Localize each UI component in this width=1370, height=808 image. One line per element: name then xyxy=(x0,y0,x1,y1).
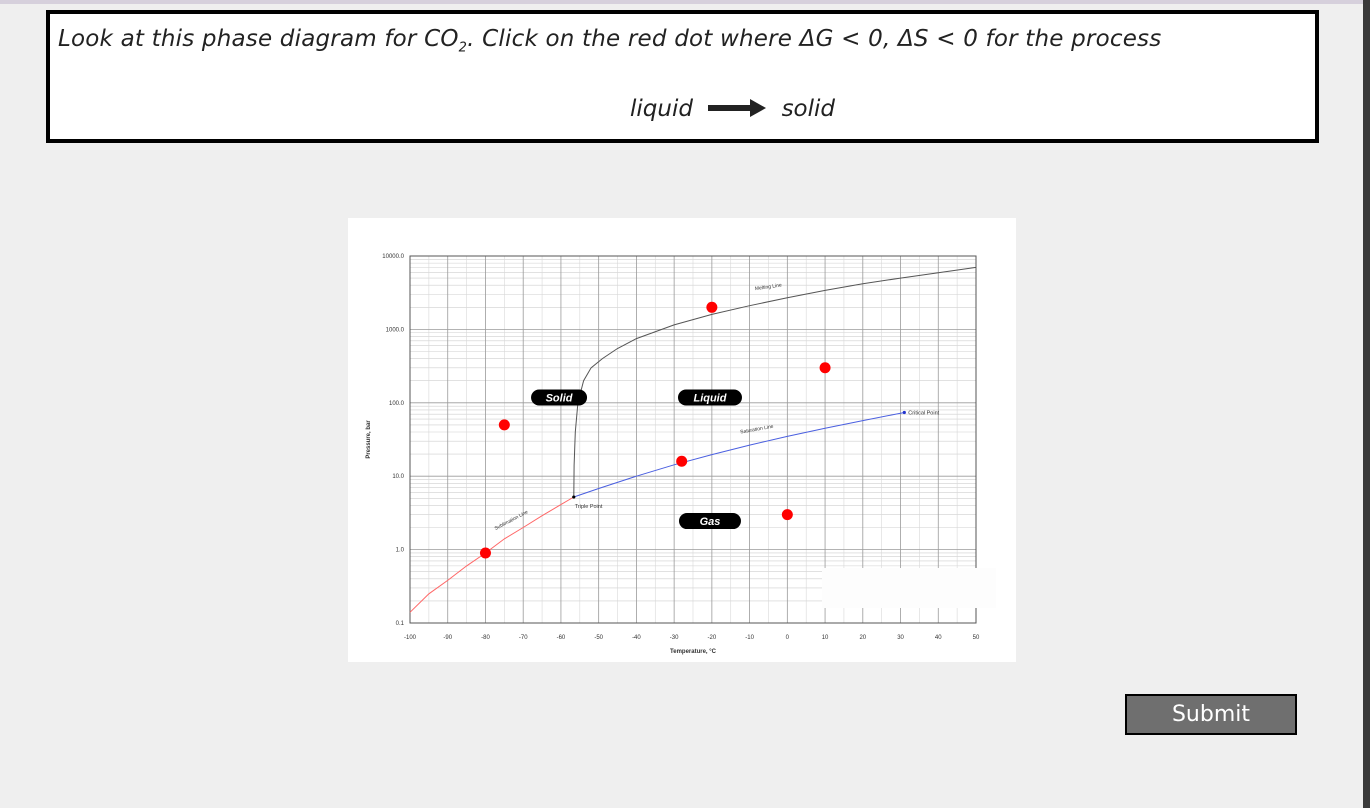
series-label: Sublimation Line xyxy=(493,509,530,532)
x-tick-label: -100 xyxy=(403,635,417,641)
x-tick-label: -60 xyxy=(556,635,566,641)
x-tick-label: -20 xyxy=(707,635,717,641)
x-tick-label: -70 xyxy=(518,635,528,641)
series-label: Saturation Line xyxy=(739,423,775,436)
y-tick-label: 0.1 xyxy=(395,621,404,627)
answer-dot-5[interactable] xyxy=(782,509,793,520)
blank-patch xyxy=(822,568,996,608)
region-label-solid xyxy=(531,390,587,406)
question-suffix: . Click on the red dot where ΔG < 0, ΔS < 0 for the process xyxy=(467,26,1162,52)
x-tick-label: -90 xyxy=(443,635,453,641)
x-tick-label: -80 xyxy=(481,635,490,641)
submit-button[interactable]: Submit xyxy=(1125,694,1297,735)
x-tick-label: 10 xyxy=(821,635,829,641)
phase-diagram xyxy=(348,218,1016,662)
question-prefix: Look at this phase diagram for CO xyxy=(58,26,459,52)
x-axis-label: Temperature, °C xyxy=(670,649,716,655)
x-tick-label: 30 xyxy=(897,635,904,641)
y-tick-label: 100.0 xyxy=(388,400,404,407)
answer-dot-2[interactable] xyxy=(820,362,831,373)
region-label-liquid xyxy=(678,390,742,406)
question-text xyxy=(58,26,1161,56)
y-tick-label: 1000.0 xyxy=(385,327,404,334)
y-tick-label: 1.0 xyxy=(395,547,404,554)
answer-dot-6[interactable] xyxy=(480,547,491,558)
x-tick-label: 50 xyxy=(972,635,980,641)
question-subscript: 2 xyxy=(458,40,468,56)
x-tick-label: 20 xyxy=(859,635,867,641)
question-box xyxy=(46,10,1319,143)
x-tick-label: -50 xyxy=(594,635,604,641)
process-to: solid xyxy=(781,96,836,122)
y-axis-label: Pressure, bar xyxy=(366,420,372,459)
process-text xyxy=(630,96,835,123)
x-tick-label: 40 xyxy=(934,635,942,641)
x-tick-label: -10 xyxy=(745,635,754,641)
point-label: Triple Point xyxy=(574,504,603,511)
phase-diagram-svg xyxy=(348,218,1016,662)
region-label-text: Liquid xyxy=(693,392,727,405)
arrow-right-icon xyxy=(708,97,766,123)
answer-dot-4[interactable] xyxy=(676,456,687,467)
x-tick-label: -30 xyxy=(669,635,679,641)
process-from: liquid xyxy=(630,96,693,122)
answer-dot-1[interactable] xyxy=(706,302,717,313)
point-marker xyxy=(903,411,906,414)
point-label: Critical Point xyxy=(908,410,940,417)
x-tick-label: 0 xyxy=(785,635,790,641)
top-strip xyxy=(0,0,1370,4)
region-label-gas xyxy=(679,513,741,529)
region-label-text: Gas xyxy=(699,516,721,529)
window-edge xyxy=(1363,0,1370,808)
x-tick-label: -40 xyxy=(632,635,641,641)
series-label: Melting Line xyxy=(754,282,783,293)
y-tick-label: 10.0 xyxy=(392,474,404,481)
region-label-text: Solid xyxy=(545,392,573,405)
point-marker xyxy=(572,495,575,498)
y-tick-label: 10000.0 xyxy=(382,254,404,260)
answer-dot-3[interactable] xyxy=(499,419,510,430)
